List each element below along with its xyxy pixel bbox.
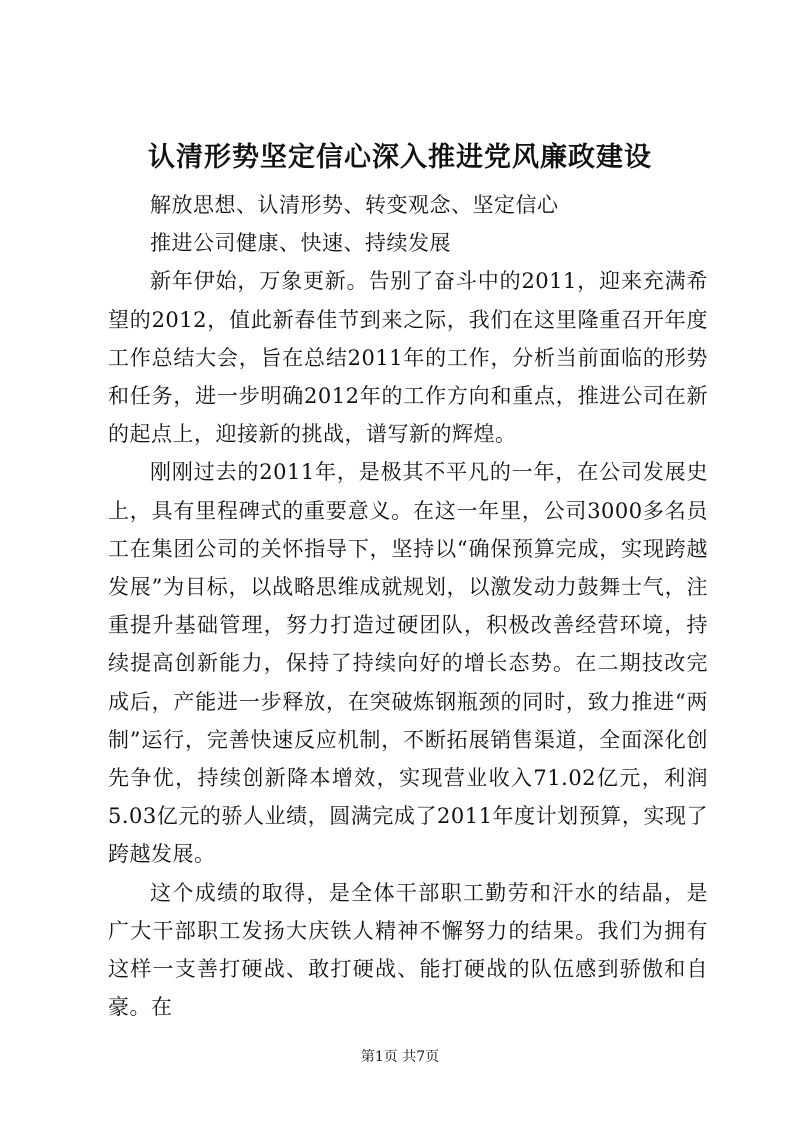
document-body: [108, 186, 708, 1026]
page-number-footer: 第1页 共7页: [360, 1049, 440, 1065]
body-paragraph: 新年伊始，万象更新。告别了奋斗中的2011，迎来充满希望的2012，值此新春佳节到来之际，我们在这里隆重召开年度工作总结大会，旨在总结2011年的工作，分析当前面临的形势和任务，进一步明确2012年的工作方向和重点，推进公司在新的起点上，迎接新的挑战，谱写新的辉煌。: [108, 269, 708, 447]
body-paragraph: 这个成绩的取得，是全体干部职工勤劳和汗水的结晶，是广大干部职工发扬大庆铁人精神不懈努力的结果。我们为拥有这样一支善打硬战、敢打硬战、能打硬战的队伍感到骄傲和自豪。在: [108, 880, 708, 1020]
subtitle-line: 推进公司健康、快速、持续发展: [150, 231, 451, 256]
body-paragraph: 刚刚过去的2011年，是极其不平凡的一年，在公司发展史上，具有里程碑式的重要意义。在这一年里，公司3000多名员工在集团公司的关怀指导下，坚持以“确保预算完成，实现跨越发展”为目标，以战略思维成就规划，以激发动力鼓舞士气，注重提升基础管理，努力打造过硬团队，积极改善经营环境，持续提高创新能力，保持了持续向好的增长态势。在二期技改完成后，产能进一步释放，在突破炼钢瓶颈的同时，致力推进“两制”运行，完善快速反应机制，不断拓展销售渠道，全面深化创先争优，持续创新降本增效，实现营业收入71.02亿元，利润5.03亿元的骄人业绩，圆满完成了2011年度计划预算，实现了跨越发展。: [108, 460, 708, 867]
document-title: 认清形势坚定信心深入推进党风廉政建设: [148, 142, 652, 173]
subtitle-line: 解放思想、认清形势、转变观念、坚定信心: [150, 193, 559, 217]
